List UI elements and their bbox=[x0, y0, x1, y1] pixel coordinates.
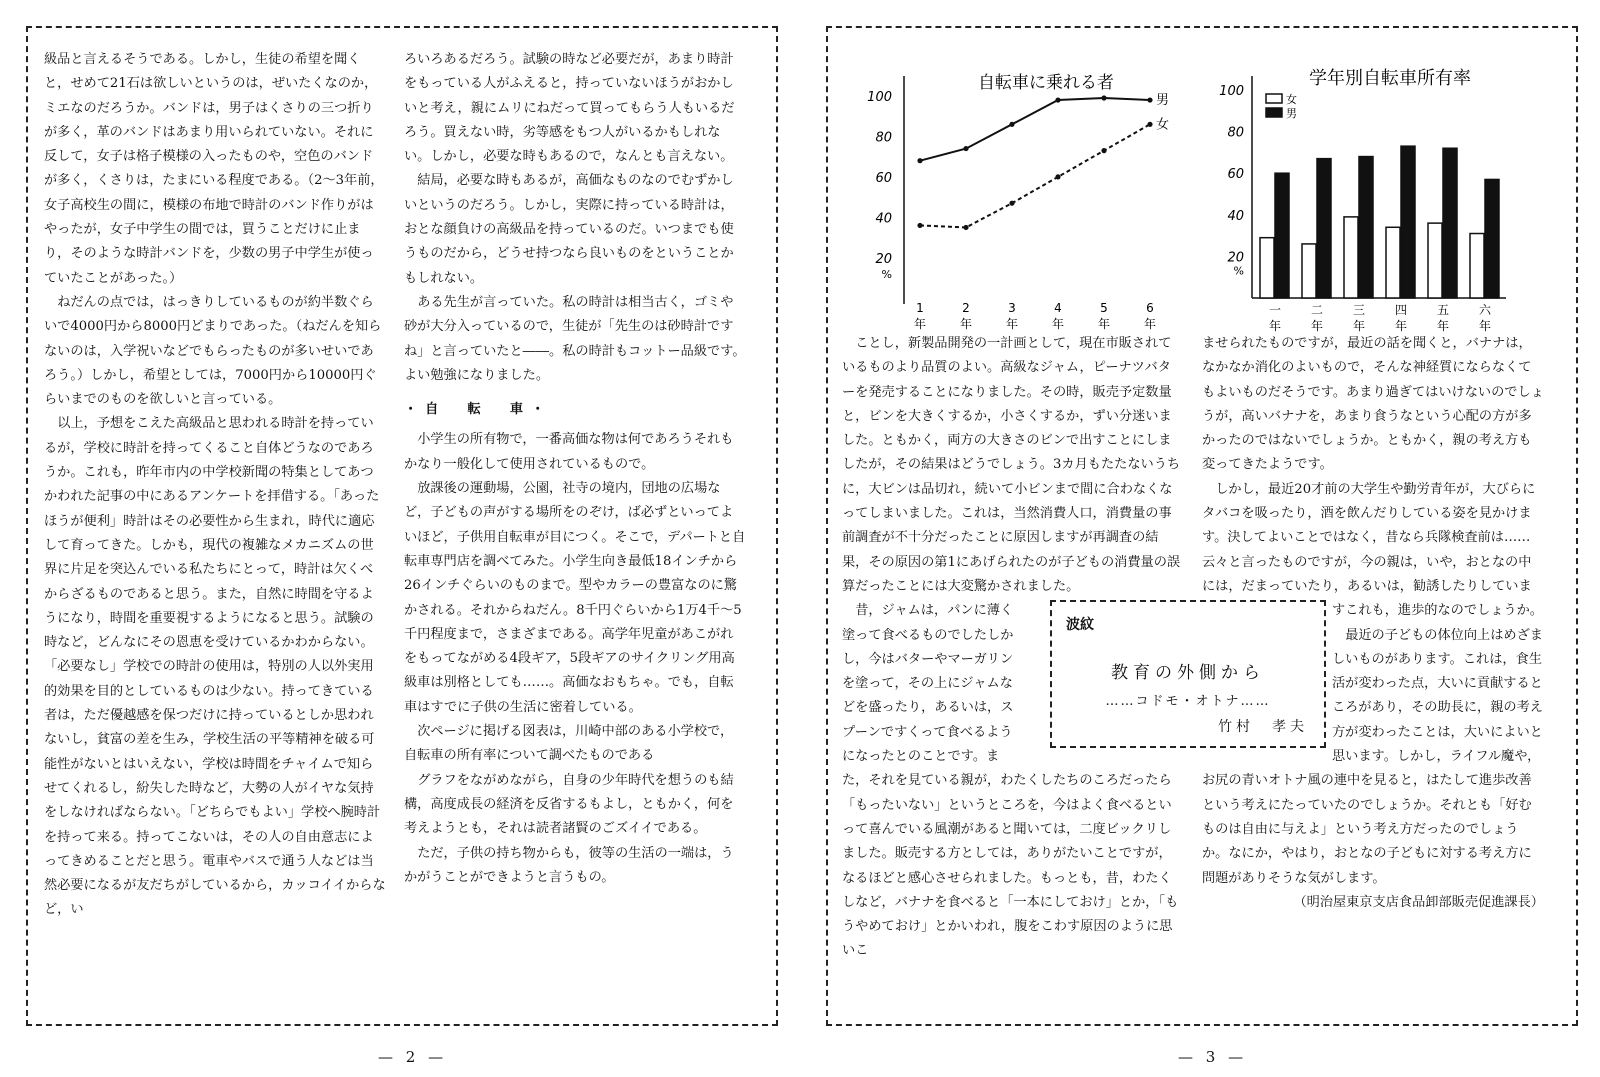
x-tick-label-suffix: 年 bbox=[1097, 317, 1111, 331]
data-point bbox=[1101, 95, 1106, 100]
x-tick-label: 五 bbox=[1436, 303, 1450, 317]
data-point bbox=[963, 146, 968, 151]
y-tick-label: 80 bbox=[875, 130, 892, 146]
paragraph: ことし，新製品開発の一計画として，現在市販されているものより品質のよい。高級なジャム，ピーナツバターを発売することになりました。その時，販売予定数量と，ビンを大きくするか，小さくするか，ずい分迷いました。ともかく，両方の大きさのビンで出すことにしましたが，その結果はどうでしょう。3カ月もたたないうちに，大ビンは品切れ，続いて小ビンまで間に合わなくなってしまいました。これは，当然消費人口，消費量の事前調査が不十分だったことに原因しますが再調査の結果，その原因の第1にあげられたのが子どもの消費量の誤算だったことには大変驚かされました。 bbox=[842, 336, 1181, 594]
data-point bbox=[963, 225, 968, 230]
x-tick-label-suffix: 年 bbox=[1051, 317, 1065, 331]
y-tick-label: 20 bbox=[1227, 250, 1244, 266]
data-point bbox=[1147, 97, 1152, 102]
x-tick-label-suffix: 年 bbox=[1268, 319, 1282, 333]
bar bbox=[1302, 244, 1316, 298]
paragraph: ただ，子供の持ち物からも，彼等の生活の一端は，うかがうことができようと言うもの。 bbox=[404, 845, 734, 885]
page-number-3: — 3 — bbox=[1178, 1048, 1248, 1066]
page2-column-2-bicycle-text bbox=[404, 428, 746, 890]
x-tick-label-suffix: 年 bbox=[959, 317, 973, 331]
data-point bbox=[1009, 122, 1014, 127]
data-point bbox=[1055, 97, 1060, 102]
bar bbox=[1386, 227, 1400, 298]
box-author: 竹村 孝夫 bbox=[1218, 719, 1308, 735]
x-tick-label: 4 bbox=[1054, 301, 1062, 315]
bar bbox=[1470, 234, 1484, 298]
bar bbox=[1485, 179, 1499, 298]
paragraph: ませられたものですが，最近の話を聞くと，バナナは，なかなか消化のよいもので，そんな神経質にならなくてもよいものだそうです。あまり過ぎてはいけないのでしょうが，高いバナナを，あまり食うなという心配の方が多かったのではないでしょうか。ともかく，親の考え方も変ってきたようです。 bbox=[1202, 336, 1544, 473]
chart-title: 学年別自転車所有率 bbox=[1309, 68, 1471, 89]
x-tick-label: 6 bbox=[1146, 301, 1154, 315]
x-tick-label: 1 bbox=[916, 301, 924, 315]
data-point bbox=[917, 158, 922, 163]
series-label: 女 bbox=[1156, 117, 1170, 133]
x-tick-label: 六 bbox=[1478, 303, 1492, 317]
y-tick-label: 60 bbox=[1227, 167, 1244, 183]
x-tick-label: 一 bbox=[1268, 303, 1282, 317]
x-tick-label: 2 bbox=[962, 301, 970, 315]
bar bbox=[1260, 238, 1274, 298]
page2-column-2-watch-text bbox=[404, 48, 746, 388]
x-tick-label-suffix: 年 bbox=[1310, 319, 1324, 333]
y-tick-label: 20 bbox=[875, 251, 892, 267]
x-tick-label-suffix: 年 bbox=[1143, 317, 1157, 331]
x-tick-label: 二 bbox=[1310, 303, 1324, 317]
y-tick-label: 80 bbox=[1227, 125, 1244, 141]
bar bbox=[1344, 217, 1358, 298]
page-3 bbox=[826, 26, 1578, 1026]
x-tick-label: 四 bbox=[1394, 303, 1408, 317]
data-point bbox=[1147, 122, 1152, 127]
x-tick-label: 三 bbox=[1352, 303, 1366, 317]
legend-swatch bbox=[1266, 94, 1282, 103]
x-tick-label-suffix: 年 bbox=[1394, 319, 1408, 333]
data-point bbox=[917, 223, 922, 228]
chart-title: 自転車に乗れる者 bbox=[978, 73, 1114, 93]
paragraph: 昔，ジャムは，パンに薄く塗って食べるものでしたしかし，今はバターやマーガリンを塗って，その上にジャムなどを盛ったり，あるいは，スプーンですくって食べるようになったとのことです。また，それを見ている親が，わたくしたちのころだったら「もったいない」というところを，今はよく食べるといって喜んでいる風潮があると聞いては，二度ビックリしました。販売する方としては，ありがたいことですが，なるほどと感心させられました。もっとも，昔，わたくしなど，バナナを食べると「一本にしておけ」とか，「もうやめておけ」とかいわれ，腹をこわす原因のように思いこ bbox=[842, 603, 1179, 959]
x-tick-label: 3 bbox=[1008, 301, 1016, 315]
author-credit: （明治屋東京支店食品卸部販売促進課長） bbox=[1293, 894, 1544, 910]
paragraph: 以上，予想をこえた高級品と思われる時計を持っているが，学校に時計を持ってくること自体どうなのであろうか。これも，昨年市内の中学校新聞の特集としてあつかわれた記事の中にあるアンケートを拝借する。「あったほうが便利」時計はその必要性から生まれ，時代に適応して育ってきた。しかも，現代の複雑なメカニズムの世界に片足を突込んでいる私たちにとって，時計は欠くべからざるものであると思う。また，自然に時間を守るようになり，時間を重要視するようになると思う。試験の時など，どんなにその恩恵を受けているかわからない。「必要なし」学校での時計の使用は，特別の人以外実用的効果を目的としているものは少ない。持ってきている者は，ただ優越感を保つだけに持っているとしか思われないし，貧富の差を生み，学校生活の平等精神を破る可能性がないとはいえない，学校は時間をチャイムで知らせてくれるし，紛失した時など，大勢の人がイヤな気持をしなければならない。「どちらでもよい」学校へ腕時計を持って来る。持ってこないは，その人の自由意志によってきめることだと思う。電車やバスで通う人などは当然必要になるが友だちがしているから，カッコイイからなど，い bbox=[44, 416, 386, 918]
bar bbox=[1275, 173, 1289, 298]
box-tag: 波紋 bbox=[1066, 617, 1094, 633]
series-line bbox=[920, 98, 1150, 161]
y-tick-label: 60 bbox=[875, 170, 892, 186]
bar bbox=[1428, 223, 1442, 298]
paragraph: ねだんの点では，はっきりしているものが約半数ぐらいで4000円から8000円どまりであった。（ねだんを知らないのは，入学祝いなどでもらったものが多いせいであろう。）しかし，希望としては，7000円から10000円ぐらいまでのものを欲しいと言っている。 bbox=[44, 294, 382, 408]
paragraph: 小学生の所有物で，一番高価な物は何であろうそれもかなり一般化して使用されているもので。 bbox=[404, 432, 734, 472]
bar-chart-ownership bbox=[1214, 46, 1544, 336]
x-tick-label-suffix: 年 bbox=[913, 317, 927, 331]
x-tick-label-suffix: 年 bbox=[1005, 317, 1019, 331]
y-unit-label: % bbox=[1233, 264, 1244, 278]
bar bbox=[1359, 157, 1373, 298]
x-tick-label-suffix: 年 bbox=[1352, 319, 1366, 333]
y-unit-label: % bbox=[881, 267, 892, 281]
paragraph: しかし，最近20才前の大学生や勤労青年が，大びらにタバコを吸ったり，酒を飲んだりしている姿を見かけます。決してよいことではなく，昔なら兵隊検査前は……云々と言ったものですが，今の親は，いや，おとなの中には，だまっていたり，あるいは，勧誘したりしていますこれも，進歩的なのでしょうか。 bbox=[1202, 481, 1543, 619]
paragraph: 次ページに掲げる図表は，川崎中部のある小学校で，自転車の所有率について調べたものである bbox=[404, 724, 734, 764]
page2-column-1 bbox=[44, 48, 386, 923]
bar bbox=[1317, 159, 1331, 298]
legend-label: 女 bbox=[1286, 93, 1297, 106]
page-2 bbox=[26, 26, 778, 1026]
y-tick-label: 40 bbox=[1227, 208, 1244, 224]
bar bbox=[1443, 148, 1457, 298]
x-tick-label-suffix: 年 bbox=[1436, 319, 1450, 333]
y-tick-label: 100 bbox=[867, 90, 892, 105]
paragraph: 結局，必要な時もあるが，高価なものなのでむずかしいというのだろう。しかし，実際に持っている時計は，おとな顔負けの高級品を持っているのだ。いつまでも使うものだから，どうせ持つなら良いものをということかもしれない。 bbox=[404, 173, 734, 286]
legend-swatch bbox=[1266, 108, 1282, 117]
y-tick-label: 40 bbox=[875, 211, 892, 227]
line-chart-riding bbox=[846, 46, 1176, 336]
paragraph: 放課後の運動場，公園，社寺の境内，団地の広場など，子どもの声がする場所をのぞけ，ば必ずといってよいほど，子供用自転車が目につく。そこで，デパートと自転車専門店を調べてみた。小学生向き最低18インチから26インチぐらいのものまで。型やカラーの豊富なのに驚かされる。それからねだん。8千円ぐらいから1万4千～5千円程度まで，さまざまである。高学年児童があこがれをもってながめる4段ギア，5段ギアのサイクリング用高級車は別格としても……。高価なおもちゃ。でも，自転車はすでに子供の生活に密着している。 bbox=[404, 481, 746, 715]
y-tick-label: 100 bbox=[1219, 84, 1244, 99]
paragraph: ある先生が言っていた。私の時計は相当古く，ゴミや砂が大分入っているので，生徒が「先生のは砂時計ですね」と言っていたと――。私の時計もコットー品級です。よい勉強になりました。 bbox=[404, 294, 746, 383]
paragraph: 級品と言えるそうである。しかし，生徒の希望を聞くと，せめて21石は欲しいというのは，ぜいたくなのか，ミエなのだろうか。バンドは，男子はくさりの三つ折りが多く，革のバンドはあまり用いられていない。それに反して，女子は格子模様の入ったものや，空色のバンドが多く，くさりは，たまにいる程度である。（2～3年前，女子高校生の間に，模様の布地で時計のバンド作りがはやったが，女子中学生の間では，買うことだけに止まり，そのような時計バンドを，少数の男子中学生が使っていたことがあった。） bbox=[44, 52, 384, 286]
bar bbox=[1401, 146, 1415, 298]
page-number-2: — 2 — bbox=[378, 1048, 448, 1066]
page2-column-2 bbox=[404, 48, 746, 890]
x-tick-label-suffix: 年 bbox=[1478, 319, 1492, 333]
data-point bbox=[1101, 148, 1106, 153]
data-point bbox=[1055, 174, 1060, 179]
series-label: 男 bbox=[1156, 93, 1170, 109]
paragraph: ろいろあるだろう。試験の時など必要だが，あまり時計をもっている人がふえると，持っていないほうがおかしいと考え，親にムリにねだって買ってもらう人もいるだろう。買えない時，劣等感をもつ人がいるかもしれない。しかし，必要な時もあるので，なんとも言えない。 bbox=[404, 52, 735, 165]
paragraph: グラフをながめながら，自身の少年時代を想うのも結構，高度成長の経済を反省するもよし，ともかく，何を考えようとも，それは読者諸賢のごズイイである。 bbox=[404, 772, 734, 837]
x-tick-label: 5 bbox=[1100, 301, 1108, 315]
box-title: 教育の外側から bbox=[1111, 663, 1265, 683]
paragraph: 最近の子どもの体位向上はめざましいものがあります。これは，食生活が変わった点，大いに貢献するところがあり，その助長に，親の考え方が変わったことは，大いによいと思います。しかし，ライフル魔や，お尻の青いオトナ風の連中を見ると，はたして進歩改善という考えにたっていたのでしょうか。それとも「好むものは自由に与えよ」という考え方だったのでしょうか。なにか，やはり，おとなの子どもに対する考え方に問題がありそうな気がします。 bbox=[1202, 627, 1543, 886]
column-title-box bbox=[1050, 600, 1326, 748]
series-line bbox=[920, 124, 1150, 227]
section-heading-bicycle: ・自 転 車・ bbox=[404, 402, 553, 418]
legend-label: 男 bbox=[1286, 107, 1297, 120]
box-subtitle: ……コドモ・オトナ…… bbox=[1105, 694, 1271, 709]
data-point bbox=[1009, 201, 1014, 206]
